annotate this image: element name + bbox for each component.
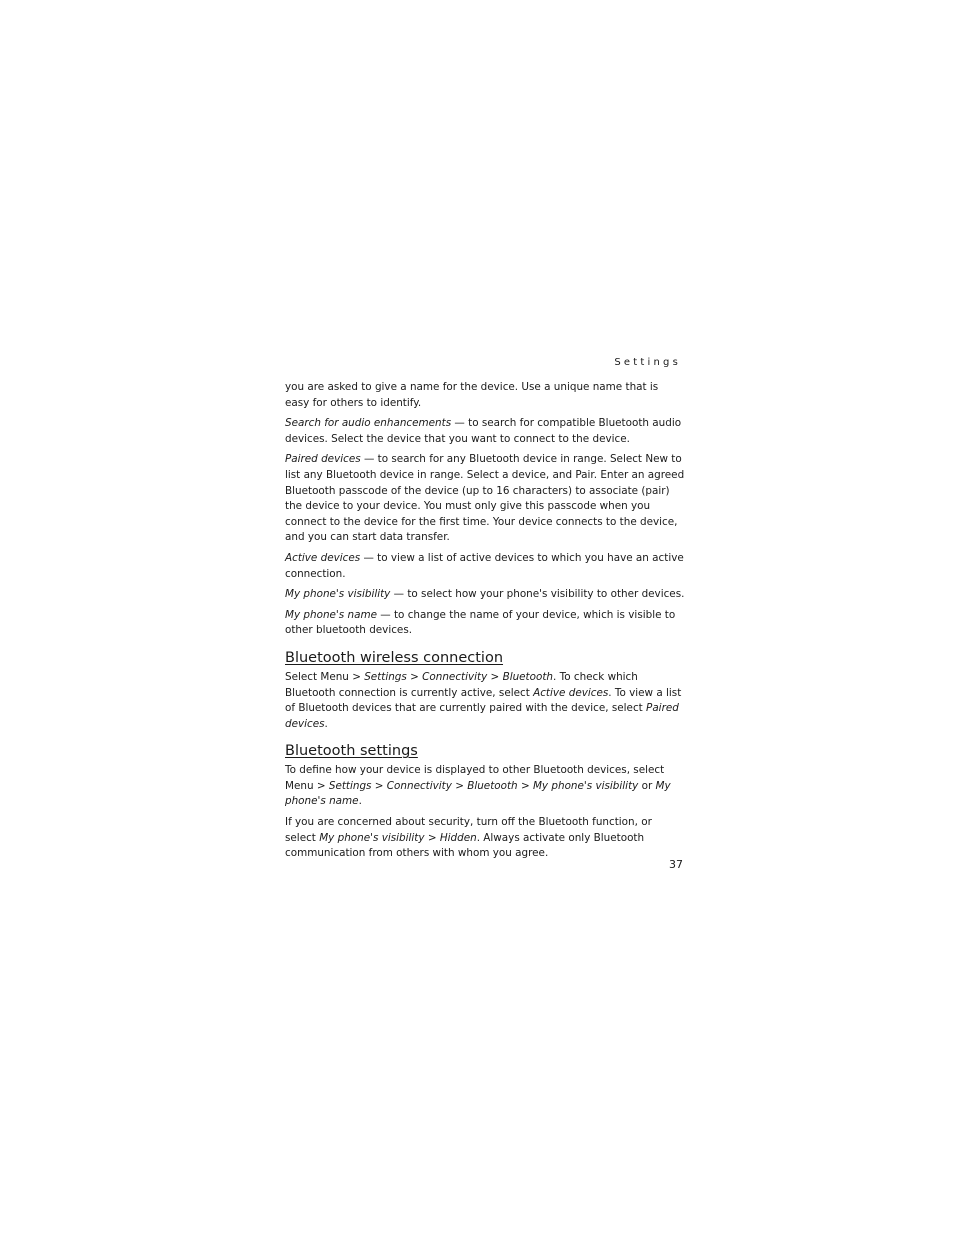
paragraph-text: to list any Bluetooth device in range. Select a device, and — [285, 453, 682, 481]
paragraph-text: . To view a list of Bluetooth devices that are currently paired with the device, select — [285, 686, 682, 715]
term-active-devices: Active devices — [285, 551, 361, 564]
command-new: New — [645, 453, 668, 466]
paragraph-phone-visibility — [285, 587, 685, 603]
paragraph-text: you are asked to give a name for the device. Use a unique name that is easy for others to identify. — [285, 381, 659, 409]
paragraph-active-devices — [285, 551, 685, 582]
section-heading-wireless-connection: Bluetooth wireless connection — [285, 649, 504, 666]
paragraph-device-naming — [285, 380, 685, 411]
command-pair: Pair — [575, 468, 594, 481]
paragraph-text: . — [324, 717, 328, 730]
term-paired-devices: Paired devices — [285, 453, 361, 466]
paragraph-bluetooth-display — [285, 763, 685, 810]
paragraph-security — [285, 815, 685, 862]
paragraph-text: . Enter an agreed Bluetooth passcode of the device (up to 16 characters) to associate (pair) the device to your device. You must only give this passcode when you connect to the device for the first time. Your device connects to the device, and you can start data transfer. — [285, 468, 685, 544]
paragraph-text: — to select how your phone's visibility to other devices. — [390, 588, 685, 601]
term-paired-devices: Paired devices — [285, 702, 679, 730]
path-separator: > — [406, 670, 423, 683]
path-separator: > — [517, 779, 533, 792]
paragraph-text: — to search for compatible Bluetooth audio devices. Select the device that you want to connect to the device. — [285, 417, 682, 445]
menu-path-visibility: My phone's visibility — [532, 779, 639, 792]
paragraph-text: or — [638, 779, 656, 792]
paragraph-text: . — [358, 795, 362, 808]
paragraph-text: Select — [285, 670, 321, 683]
section-heading-bluetooth-settings: Bluetooth settings — [285, 743, 418, 760]
paragraph-text: . To check which Bluetooth connection is currently active, select — [285, 670, 638, 699]
menu-path-connectivity: Connectivity — [422, 670, 488, 683]
paragraph-search-audio — [285, 416, 685, 447]
paragraph-paired-devices — [285, 452, 685, 546]
menu-path-bluetooth: Bluetooth — [467, 779, 518, 792]
menu-path-bluetooth: Bluetooth — [502, 670, 554, 683]
menu-path-settings: Settings — [328, 779, 372, 792]
page-body — [285, 380, 685, 867]
term-phone-visibility: My phone's visibility — [285, 588, 391, 601]
term-phone-name: My phone's name — [285, 608, 377, 621]
path-separator: > — [313, 779, 329, 792]
page-number: 37 — [669, 858, 683, 871]
path-separator: > — [451, 779, 468, 792]
paragraph-text: To define how your device is displayed to other Bluetooth devices, select — [285, 764, 665, 777]
menu-path-hidden: Hidden — [439, 831, 477, 844]
term-active-devices: Active devices — [533, 686, 609, 699]
term-search-audio: Search for audio enhancements — [285, 417, 452, 430]
paragraph-text: — to search for any Bluetooth device in range. Select — [360, 453, 646, 466]
menu-path-menu: Menu — [320, 670, 349, 683]
menu-path-phone-name: My phone's name — [285, 779, 671, 808]
paragraph-text: — to view a list of active devices to which you have an active connection. — [285, 551, 684, 580]
path-separator: > — [424, 831, 440, 844]
paragraph-wireless-connection — [285, 670, 685, 732]
paragraph-text: If you are concerned about security, turn off the Bluetooth function, or select — [285, 816, 652, 844]
menu-path-settings: Settings — [364, 670, 407, 683]
menu-path-menu: Menu — [285, 779, 314, 792]
path-separator: > — [371, 779, 387, 792]
paragraph-text: . Always activate only Bluetooth communication from others with whom you agree. — [285, 831, 645, 860]
menu-path-visibility: My phone's visibility — [319, 831, 425, 844]
paragraph-phone-name — [285, 608, 685, 639]
menu-path-connectivity: Connectivity — [386, 779, 452, 792]
paragraph-text: — to change the name of your device, which is visible to other bluetooth devices. — [285, 608, 676, 637]
path-separator: > — [348, 670, 365, 683]
running-header: Settings — [614, 357, 681, 368]
path-separator: > — [487, 670, 503, 683]
